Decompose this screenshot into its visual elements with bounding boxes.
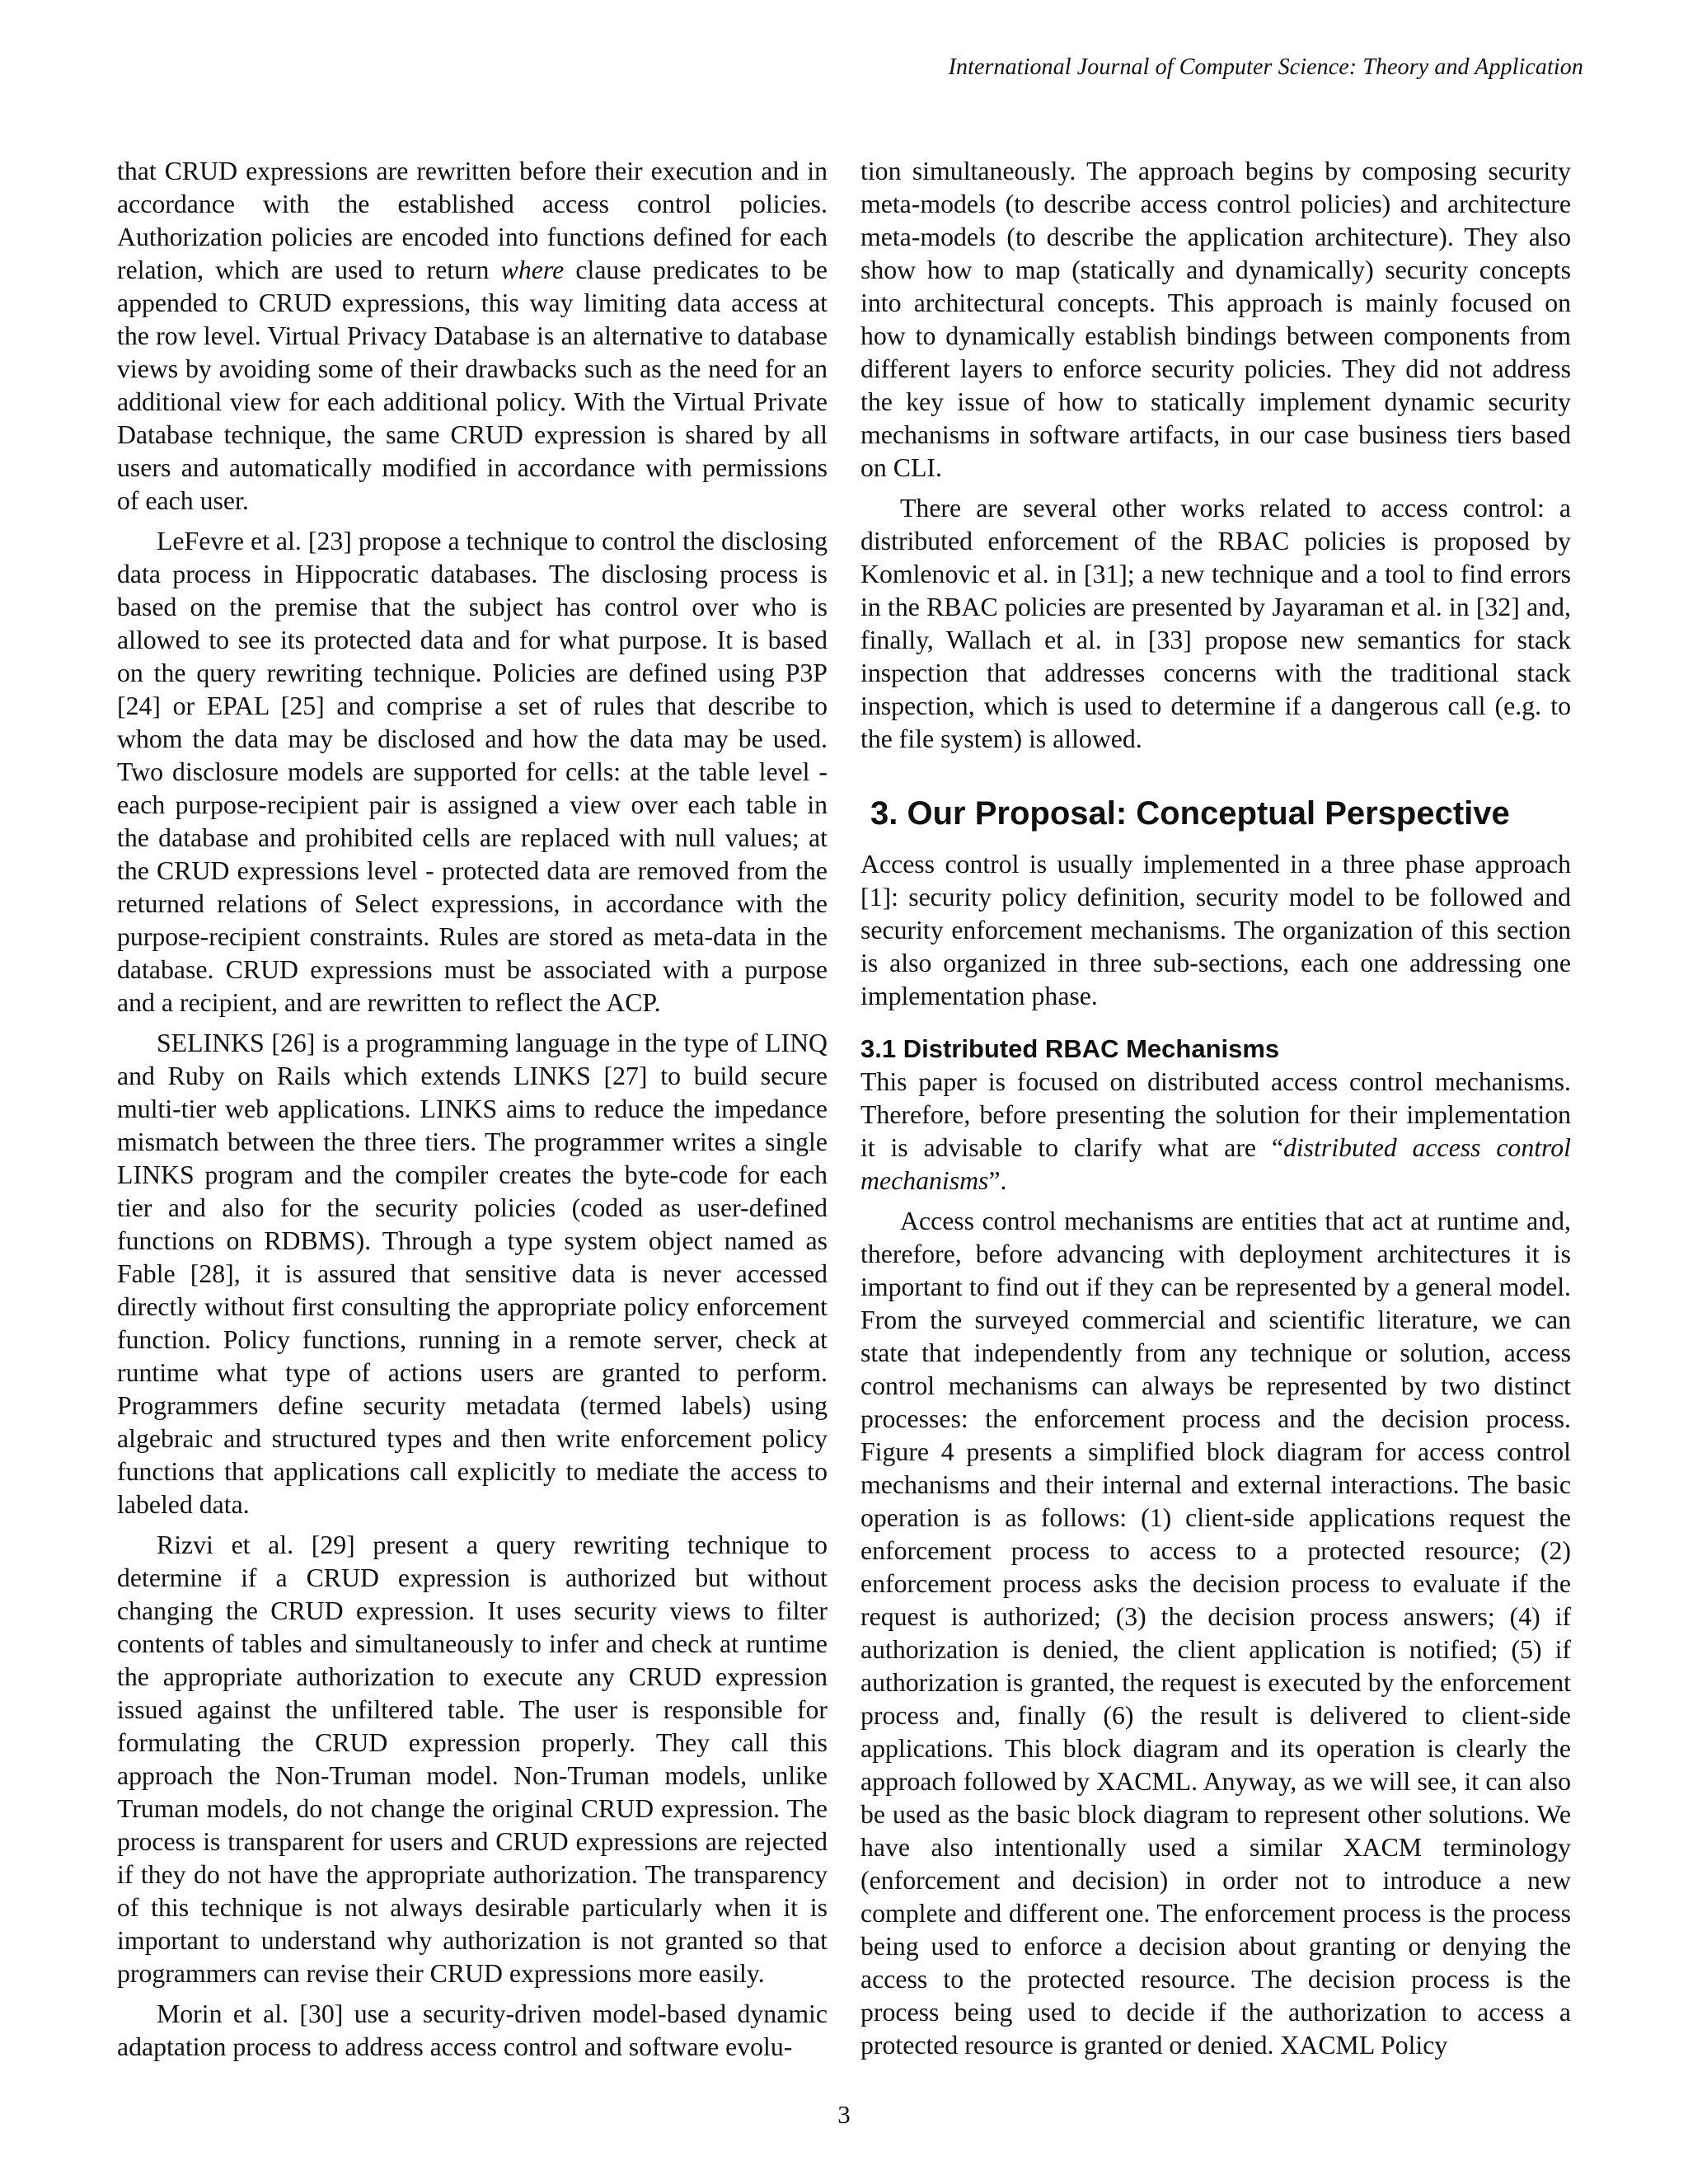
paragraph-text: SEL — [157, 1029, 204, 1057]
paragraph-text: [26] is a programming language in the type of LINQ and Ruby on Rails which extends L — [117, 1029, 828, 1090]
subsection-heading: 3.1 Distributed RBAC Mechanisms — [860, 1034, 1280, 1063]
smallcaps-text: INKS — [203, 1029, 265, 1057]
paragraph: tion simultaneously. The approach begins by composing security meta-models (to describe access control policies) and architecture meta-models (to describe the application architecture). They also show how to map (statically and dynamically) security concepts into architectural concepts. This approach is mainly focused on how to dynamically establish bindings between components from different layers to enforce security policies. They did not address the key issue of how to statically implement dynamic security mechanisms in software artifacts, in our case business tiers based on CLI. — [860, 157, 1571, 482]
emphasis-text: where — [500, 255, 565, 284]
smallcaps-text: INKS — [435, 1094, 498, 1123]
paragraph — [860, 1066, 1571, 1197]
running-header: International Journal of Computer Science: Theory and Application — [948, 54, 1583, 80]
smallcaps-text: INKS — [133, 1160, 195, 1189]
paragraph-text: [27] to build secure multi-tier web applications. L — [117, 1062, 828, 1123]
paragraph-text: that CRUD expressions are rewritten before their execution and in accordance with the established access control policies. Authorization policies are encoded into functions defined for each relation, which are used to return — [117, 157, 828, 284]
paragraph: Access control is usually implemented in a three phase approach [1]: security policy definition, security model to be followed and security enforcement mechanisms. The organization of this section is also organized in three sub-sections, each one addressing one implementation phase. — [860, 850, 1571, 1010]
section-heading: 3. Our Proposal: Conceptual Perspective — [870, 795, 1510, 832]
paragraph: Access control mechanisms are entities that act at runtime and, therefore, before advancing with deployment architectures it is important to find out if they can be represented by a general model. From the surveyed commercial and scientific literature, we can state that independently from any technique or solution, access control mechanisms can always be represented by two distinct processes: the enforcement process and the decision process. Figure 4 presents a simplified block diagram for access control mechanisms and their internal and external interactions. The basic operation is as follows: (1) client-side applications request the enforcement process to access to a protected resource; (2) enforcement process asks the decision process to evaluate if the request is authorized; (3) the decision process answers; (4) if authorization is denied, the client application is notified; (5) if authorization is granted, the request is executed by the enforcement process and, finally (6) the result is delivered to client-side applications. This block diagram and its operation is clearly the approach followed by XACML. Anyway, as we will see, it can also be used as the basic block diagram to represent other solutions. We have also intentionally used a similar XACM terminology (enforcement and decision) in order not to introduce a new complete and different one. The enforcement process is the process being used to enforce a decision about granting or denying the access to the protected resource. The decision process is the process being used to decide if the authorization to access a protected resource is granted or denied. XACML Policy — [860, 1207, 1571, 2060]
paragraph-text: clause predicates to be appended to CRUD expressions, this way limiting data access at the row level. Virtual Privacy Database is an alternative to database views by avoiding some of their drawbacks such as the need for an additional view for each additional policy. With the Virtual Private Database technique, the same CRUD expression is shared by all users and automatically modified in accordance with permissions of each user. — [117, 255, 828, 515]
paragraph: LeFevre et al. [23] propose a technique to control the disclosing data process in Hippocratic databases. The disclosing process is based on the premise that the subject has control over who is allowed to see its protected data and for what purpose. It is based on the query rewriting technique. Policies are defined using P3P [24] or EPAL [25] and comprise a set of rules that describe to whom the data may be disclosed and how the data may be used. Two disclosure models are supported for cells: at the table level - each purpose-recipient pair is assigned a view over each table in the database and prohibited cells are replaced with null values; at the CRUD expressions level - protected data are removed from the returned relations of Select expressions, in accordance with the purpose-recipient constraints. Rules are stored as meta-data in the database. CRUD expressions must be associated with a purpose and a recipient, and are rewritten to reflect the ACP. — [117, 527, 828, 1017]
paragraph: Rizvi et al. [29] present a query rewriting technique to determine if a CRUD expression is authorized but without changing the CRUD expression. It uses security views to filter contents of tables and simultaneously to infer and check at runtime the appropriate authorization to execute any CRUD expression issued against the unfiltered table. The user is responsible for formulating the CRUD expression properly. They call this approach the Non-Truman model. Non-Truman models, unlike Truman models, do not change the original CRUD expression. The process is transparent for users and CRUD expressions are rejected if they do not have the appropriate authorization. The transparency of this technique is not always desirable particularly when it is important to understand why authorization is not granted so that programmers can revise their CRUD expressions more easily. — [117, 1530, 828, 1988]
paragraph: Morin et al. [30] use a security-driven model-based dynamic adaptation process to address access control and software evolu- — [117, 1999, 828, 2061]
paragraph — [117, 1027, 828, 1521]
smallcaps-text: INKS — [529, 1062, 591, 1090]
emphasis-text: distributed access control mechanisms — [860, 1133, 1571, 1195]
paragraph — [117, 155, 828, 518]
paragraph: There are several other works related to access control: a distributed enforcement of the RBAC policies is proposed by Komlenovic et al. in [31]; a new technique and a tool to find errors in the RBAC policies are presented by Jayaraman et al. in [32] and, finally, Wallach et al. in [33] propose new semantics for stack inspection that addresses concerns with the traditional stack inspection, which is used to determine if a dangerous call (e.g. to the file system) is allowed. — [860, 494, 1571, 753]
left-column — [117, 155, 828, 2064]
right-column — [860, 155, 1571, 2062]
paragraph-text: aims to reduce the impedance mismatch between the three tiers. The programmer writes a single L — [117, 1094, 828, 1189]
paragraph-text: ”. — [988, 1166, 1007, 1195]
paragraph-text: program and the compiler creates the byte-code for each tier and also for the security policies (coded as user-defined functions on RDBMS). Through a type system object named as Fable [28], it is assured that sensitive data is never accessed directly without first consulting the appropriate policy enforcement function. Policy functions, running in a remote server, check at runtime what type of actions users are granted to perform. Programmers define security metadata (termed labels) using algebraic and structured types and then write enforcement policy functions that applications call explicitly to mediate the access to labeled data. — [117, 1160, 828, 1519]
page-number: 3 — [837, 2100, 851, 2129]
paragraph-text: This paper is focused on distributed access control mechanisms. Therefore, before presenting the solution for their implementation it is advisable to clarify what are “ — [860, 1067, 1571, 1162]
